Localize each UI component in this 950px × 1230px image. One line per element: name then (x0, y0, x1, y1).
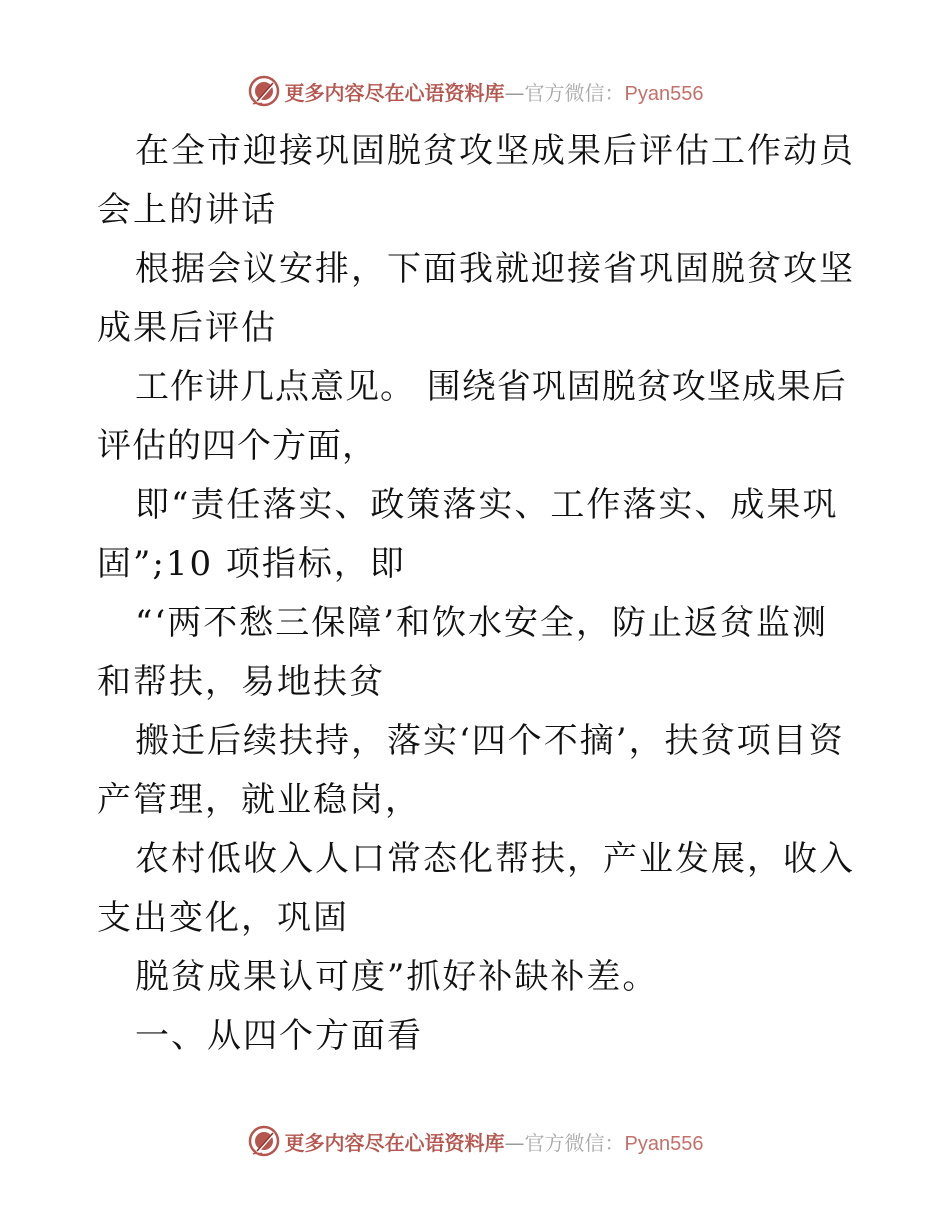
paragraph: 工作讲几点意见。 围绕省巩固脱贫攻坚成果后评估的四个方面， (97, 367, 847, 466)
paragraph: 根据会议安排，下面我就迎接省巩固脱贫攻坚成果后评估 (97, 249, 855, 348)
paragraph: 搬迁后续扶持，落实‘四个不摘’，扶贫项目资产管理，就业稳岗， (97, 721, 845, 820)
watermark-main: 更多内容尽在心语资料库 (284, 80, 505, 105)
section-heading: 一、从四个方面看 (135, 1016, 423, 1056)
quill-pen-logo-icon (247, 1124, 281, 1158)
paragraph: 脱贫成果认可度”抓好补缺补差。 (135, 957, 659, 997)
watermark-contact-id: Pyan556 (624, 1132, 704, 1155)
watermark-text (285, 77, 704, 106)
watermark-contact-label: 官方微信： (524, 80, 625, 105)
quill-pen-logo-icon (247, 74, 281, 108)
watermark-text (285, 1127, 704, 1156)
paragraph: 农村低收入人口常态化帮扶，产业发展，收入支出变化，巩固 (97, 839, 855, 938)
watermark-separator: — (504, 1130, 525, 1155)
watermark-separator: — (504, 80, 525, 105)
header-watermark (0, 71, 950, 111)
document-title: 在全市迎接巩固脱贫攻坚成果后评估工作动员会上的讲话 (97, 131, 855, 230)
footer-watermark (0, 1121, 950, 1161)
watermark-contact-label: 官方微信： (524, 1130, 625, 1155)
watermark-main: 更多内容尽在心语资料库 (284, 1130, 505, 1155)
watermark-contact-id: Pyan556 (624, 82, 704, 105)
document-body (97, 122, 857, 1066)
paragraph: 即“责任落实、政策落实、工作落实、成果巩固”;10 项指标，即 (97, 485, 839, 584)
paragraph: “‘两不愁三保障’和饮水安全，防止返贫监测和帮扶，易地扶贫 (97, 603, 828, 702)
